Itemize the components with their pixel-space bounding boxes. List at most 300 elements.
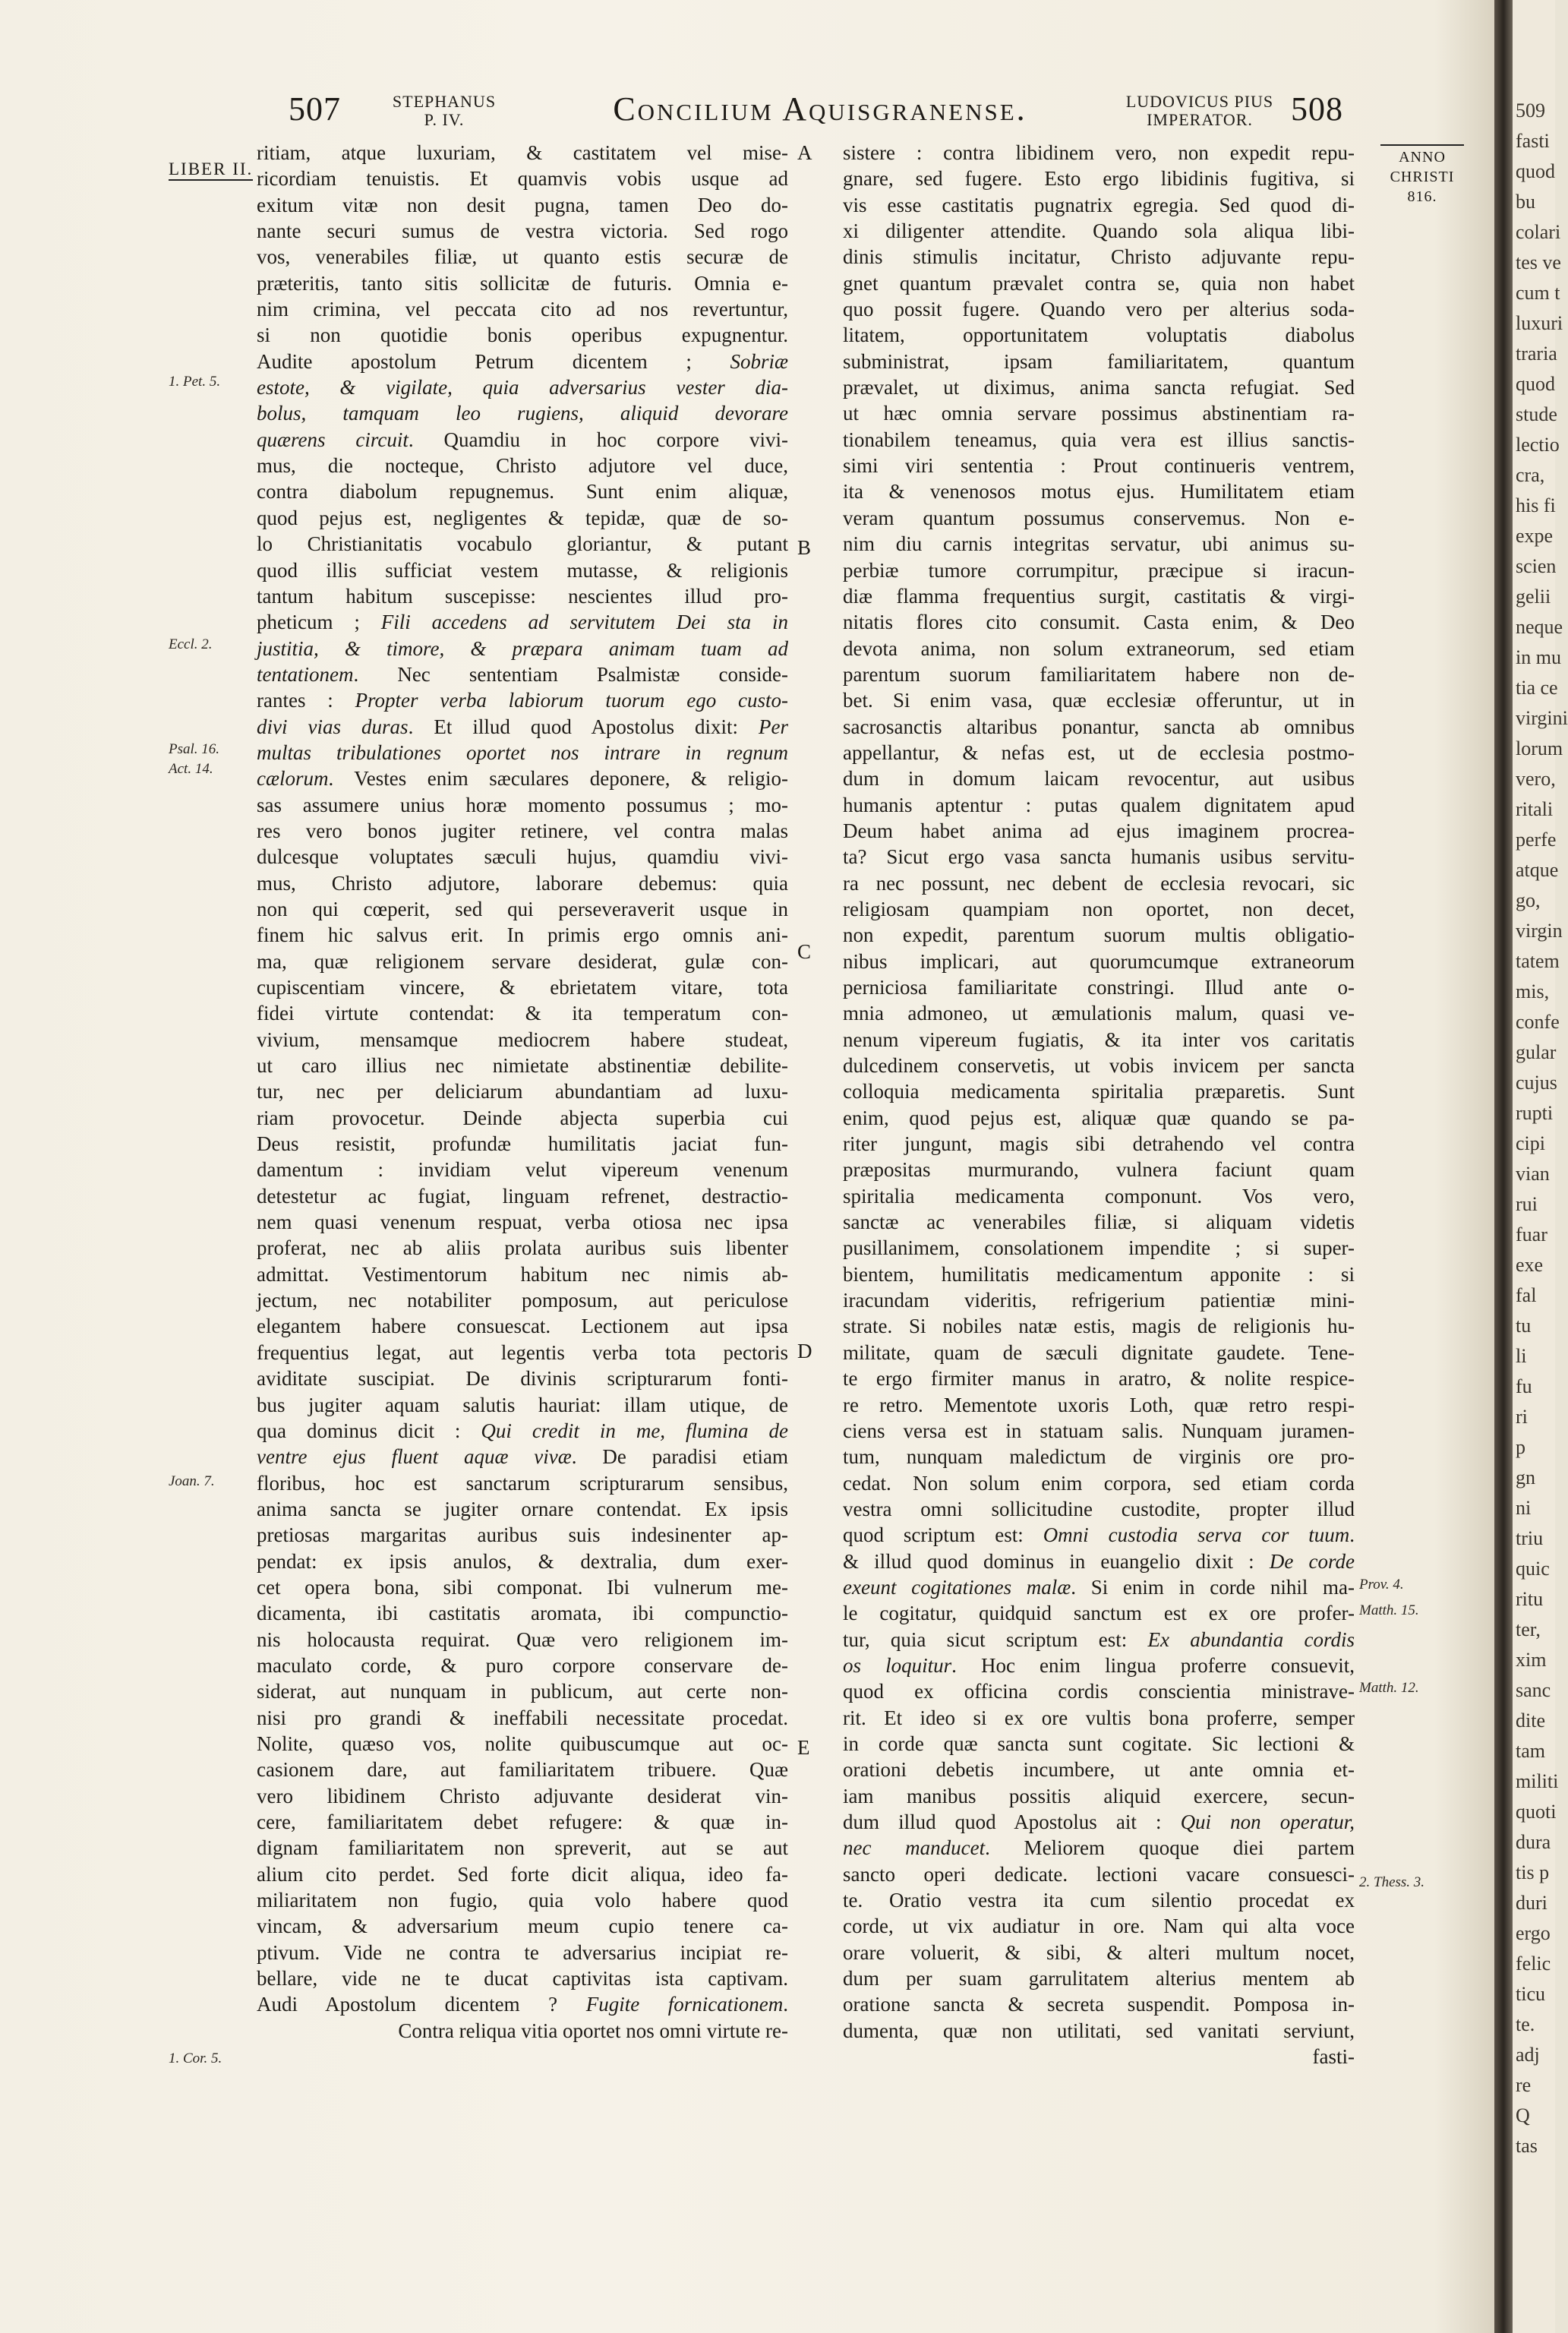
text-line xyxy=(843,1183,1355,1209)
text-line xyxy=(257,374,788,400)
text-run: humanis aptentur : putas qualem dignitatem apud xyxy=(843,793,1355,816)
facing-page-fragment: quod xyxy=(1516,373,1555,395)
text-run: exitum vitæ non desit pugna, tamen Deo do- xyxy=(257,193,788,216)
text-run: bellare, vide ne te ducat captivitas ista captivam. xyxy=(257,1967,788,1990)
margin-note: Eccl. 2. xyxy=(169,636,213,652)
text-run: pusillanimem, consolationem impendite ; si super- xyxy=(843,1236,1355,1260)
scripture-quote: quærens circuit xyxy=(257,428,409,451)
text-line xyxy=(843,1835,1355,1861)
text-run: in corde quæ sancta sunt cogitate. Sic lectioni & xyxy=(843,1732,1355,1755)
facing-page-fragment: ni xyxy=(1516,1497,1532,1519)
text-line xyxy=(843,609,1355,635)
text-line xyxy=(843,322,1355,348)
text-line xyxy=(257,1678,788,1704)
text-run: tur, quia sicut scriptum est: xyxy=(843,1627,1148,1651)
text-run: religiosam quampiam non oportet, non decet, xyxy=(843,897,1355,920)
text-line xyxy=(257,1470,788,1496)
text-run: nitatis flores cito consumit. Casta enim, & Deo xyxy=(843,611,1355,634)
text-run: . Meliorem quoque diei partem xyxy=(985,1836,1355,1860)
text-run: ita & venenosos motus ejus. Humilitatem etiam xyxy=(843,480,1355,504)
text-line xyxy=(843,1600,1355,1626)
facing-page-fragment: exe xyxy=(1516,1254,1544,1276)
text-run: tum, nunquam maledictum de virginis ore pro- xyxy=(843,1445,1355,1469)
text-run: quod illis sufficiat vestem mutasse, & religionis xyxy=(257,558,788,582)
text-run: dulcesque voluptates sæculi hujus, quamdiu vivi- xyxy=(257,845,788,869)
text-run: te. Oratio vestra ita cum silentio procedat ex xyxy=(843,1889,1355,1912)
text-line xyxy=(843,1861,1355,1887)
running-head-line: IMPERATOR. xyxy=(1147,110,1253,129)
text-run: veram quantum possumus conservemus. Non e- xyxy=(843,506,1355,529)
text-run: dum in domum laicam revocentur, aut usibus xyxy=(843,767,1355,791)
facing-page-fragment: tas xyxy=(1516,2135,1538,2157)
text-line xyxy=(257,349,788,374)
text-line xyxy=(843,583,1355,609)
facing-page-fragment: adj xyxy=(1516,2044,1540,2066)
facing-page-fragment: ergo xyxy=(1516,1922,1551,1944)
text-run: bet. Si enim vasa, quæ ecclesiæ offeruntur, ut in xyxy=(843,689,1355,712)
text-run: tantum habitum suscepisse: nescientes illud pro- xyxy=(257,584,788,608)
facing-page-fragment: sanc xyxy=(1516,1679,1551,1701)
text-line xyxy=(843,166,1355,191)
facing-page-fragment: duri xyxy=(1516,1892,1547,1914)
facing-page-fragment: tes ve xyxy=(1516,251,1561,273)
scripture-quote: Fugite fornicationem xyxy=(585,1993,784,2016)
text-line xyxy=(843,1705,1355,1731)
text-line xyxy=(843,453,1355,478)
text-run: Audi Apostolum dicentem ? xyxy=(257,1993,586,2016)
facing-page-fragment: mis, xyxy=(1516,980,1550,1002)
text-line xyxy=(257,636,788,661)
facing-page-fragment: gn xyxy=(1516,1466,1535,1489)
text-run: lo Christianitatis vocabulo gloriantur, & putant xyxy=(257,532,788,556)
text-line xyxy=(257,1183,788,1209)
facing-page-fragment: vian xyxy=(1516,1163,1550,1185)
text-run: contra diabolum repugnemus. Sunt enim aliquæ, xyxy=(257,480,788,504)
text-run: perbiæ tumore corrumpitur, præcipue si iracun- xyxy=(843,558,1355,582)
text-line xyxy=(843,1653,1355,1678)
text-line xyxy=(257,557,788,583)
facing-page-fragment: fuar xyxy=(1516,1223,1547,1245)
facing-page-fragment: quoti xyxy=(1516,1801,1557,1823)
facing-page-fragment: neque xyxy=(1516,616,1563,638)
facing-page-fragment: dura xyxy=(1516,1831,1551,1853)
text-line xyxy=(257,661,788,687)
text-run: mus, die nocteque, Christo adjutore vel duce, xyxy=(257,454,788,478)
facing-page-fragment: p xyxy=(1516,1436,1525,1458)
text-run: . Hoc enim lingua proferre consuevit, xyxy=(951,1653,1355,1677)
text-line xyxy=(843,1678,1355,1704)
anno-christi-block xyxy=(1373,143,1472,207)
margin-note: 1. Cor. 5. xyxy=(169,2050,222,2066)
text-run: simi viri sententia : Prout continueris ventrem, xyxy=(843,454,1355,478)
text-run: sacrosanctis altaribus ponantur, sancta ab omnibus xyxy=(843,715,1355,738)
margin-note: Psal. 16. xyxy=(169,741,220,757)
text-run: siderat, aut nunquam in publicum, aut certe non- xyxy=(257,1680,788,1703)
facing-page-fragment: tu xyxy=(1516,1315,1532,1337)
text-line xyxy=(843,1809,1355,1835)
text-line xyxy=(843,1913,1355,1939)
scripture-quote: multas tribulationes oportet nos intrare in regnum xyxy=(257,740,788,764)
text-run: vincam, & adversarium meum cupio tenere ca- xyxy=(257,1915,788,1938)
scripture-quote: estote, & vigilate, quia adversarius vester dia- xyxy=(257,376,788,399)
page-title: Concilium Aquisgranense. xyxy=(613,90,1027,128)
text-line xyxy=(843,478,1355,504)
text-line xyxy=(843,922,1355,948)
text-line xyxy=(257,974,788,1000)
facing-page-fragment: tia ce xyxy=(1516,677,1558,699)
section-letter: C xyxy=(797,940,812,963)
text-line xyxy=(257,1522,788,1548)
scripture-quote: nec manducet xyxy=(843,1836,986,1860)
text-run: . Quamdiu in hoc corpore vivi- xyxy=(408,428,788,451)
facing-page-fragment: lectio xyxy=(1516,434,1560,456)
scripture-quote: bolus, tamquam leo rugiens, aliquid devorare xyxy=(257,402,788,425)
text-run: diæ flamma frequentius surgit, castitatis & virgi- xyxy=(843,584,1355,608)
text-line xyxy=(843,1940,1355,1965)
liber-label: LIBER II. xyxy=(169,159,253,181)
text-run: ta? Sicut ergo vasa sancta humanis usibus servitu- xyxy=(843,845,1355,869)
facing-page-fragment: tis p xyxy=(1516,1861,1550,1883)
text-line xyxy=(843,218,1355,244)
facing-page-fragment: virgini xyxy=(1516,707,1568,729)
text-line xyxy=(843,1131,1355,1157)
text-run: bientem, humilitatis medicamentum apponite : si xyxy=(843,1262,1355,1286)
text-run: prævalet, ut diximus, anima sancta refugiat. Sed xyxy=(843,376,1355,399)
scripture-quote: Qui non operatur, xyxy=(1180,1811,1355,1833)
text-run: parentum suorum familiaritatem habere non de- xyxy=(843,662,1355,686)
text-line xyxy=(257,1365,788,1391)
text-run: aviditate suscipiat. De divinis scripturarum fonti- xyxy=(257,1367,788,1391)
text-run: floribus, hoc est sanctarum scripturarum sensibus, xyxy=(257,1471,788,1495)
text-run: nis holocausta requirat. Quæ vero religionem im- xyxy=(257,1627,788,1651)
text-line xyxy=(257,1418,788,1444)
scripture-quote: Ex abundantia cordis xyxy=(1147,1627,1355,1651)
text-run: . De paradisi etiam xyxy=(571,1445,788,1469)
text-run: sistere : contra libidinem vero, non expedit repu- xyxy=(843,141,1355,164)
text-run: oratione sancta & secreta suspendit. Pomposa in- xyxy=(843,1993,1355,2016)
text-run: casionem dare, aut familiaritatem tribuere. Quæ xyxy=(257,1758,788,1782)
text-line xyxy=(257,166,788,191)
text-line xyxy=(257,1261,788,1287)
facing-page-fragment: fasti xyxy=(1516,130,1550,152)
text-run: sancto operi dedicate. lectioni vacare consuesci- xyxy=(843,1862,1355,1886)
text-line xyxy=(843,1078,1355,1104)
text-line xyxy=(257,1131,788,1157)
text-run: pheticum ; xyxy=(257,611,381,634)
text-run: proferat, nec ab aliis prolata auribus suis libenter xyxy=(257,1236,788,1260)
text-line xyxy=(257,1835,788,1861)
text-run: te ergo firmiter manus in aratro, & nolite respice- xyxy=(843,1367,1355,1391)
text-line xyxy=(843,792,1355,818)
text-line xyxy=(257,1627,788,1653)
text-line xyxy=(843,531,1355,557)
left-running-head xyxy=(387,93,501,129)
scripture-quote: Propter verba labiorum tuorum ego custo- xyxy=(355,689,788,712)
facing-page-fragment: tatem xyxy=(1516,950,1560,972)
text-run: perniciosa familiaritate constringi. Illud ante o- xyxy=(843,976,1355,999)
text-run: nibus implicari, aut quorumcumque extraneorum xyxy=(843,949,1355,973)
facing-page-fragment: quic xyxy=(1516,1558,1550,1580)
facing-page-fragment: xim xyxy=(1516,1649,1547,1671)
text-run: mnia admoneo, ut æmulationis malum, quasi ve- xyxy=(843,1002,1355,1025)
text-line xyxy=(843,1470,1355,1496)
text-run: riter jungunt, magis sibi detrahendo vel contra xyxy=(843,1132,1355,1156)
text-line xyxy=(843,1105,1355,1131)
anno-year: 816. xyxy=(1407,188,1437,205)
text-line xyxy=(257,1027,788,1053)
section-letter: D xyxy=(797,1340,812,1362)
text-line xyxy=(843,1000,1355,1026)
text-line xyxy=(257,296,788,322)
text-line xyxy=(843,1548,1355,1574)
text-line xyxy=(257,766,788,791)
text-run: Nolite, quæso vos, nolite quibuscumque aut oc- xyxy=(257,1732,788,1755)
text-line xyxy=(257,870,788,896)
scripture-quote: ventre ejus fluent aquæ vivæ xyxy=(257,1445,572,1469)
text-run: cedat. Non solum enim corpora, sed etiam corda xyxy=(843,1471,1355,1495)
scripture-quote: cælorum xyxy=(257,767,329,791)
text-run: quod ex officina cordis conscientia ministrave- xyxy=(843,1680,1355,1703)
text-line xyxy=(843,1340,1355,1365)
text-run: cupiscentiam vincere, & ebrietatem vitare, tota xyxy=(257,976,788,999)
text-run: non expedit, parentum suorum multis obligatio- xyxy=(843,923,1355,947)
text-run: sanctæ ac venerabiles filiæ, si aliquam videtis xyxy=(843,1211,1355,1234)
text-line xyxy=(843,140,1355,166)
text-line xyxy=(843,949,1355,974)
facing-page-fragment: fu xyxy=(1516,1375,1532,1397)
text-line xyxy=(843,557,1355,583)
text-run: re retro. Mementote uxoris Loth, quæ retro respi- xyxy=(843,1393,1355,1416)
margin-note: Prov. 4. xyxy=(1359,1577,1404,1593)
text-line xyxy=(257,453,788,478)
facing-page-fragment: gelii xyxy=(1516,586,1551,608)
right-text-column xyxy=(843,140,1355,2069)
right-running-head xyxy=(1116,93,1283,129)
facing-page-fragment: in mu xyxy=(1516,646,1561,668)
facing-page-fragment: ter, xyxy=(1516,1618,1541,1640)
facing-page-fragment: stude xyxy=(1516,403,1557,425)
text-run: xi diligenter attendite. Quando sola aliqua libi- xyxy=(843,219,1355,243)
text-line xyxy=(843,1757,1355,1782)
facing-page-fragment: ritu xyxy=(1516,1588,1544,1610)
text-run: dum illud quod Apostolus ait : xyxy=(843,1811,1181,1833)
margin-note: Act. 14. xyxy=(169,761,213,777)
text-run: non qui cœperit, sed qui perseveraverit usque in xyxy=(257,897,788,920)
facing-page-fragment: his fi xyxy=(1516,494,1556,516)
text-run: orationi debetis incumbere, ut ante omnia et- xyxy=(843,1758,1355,1782)
text-run: res vero bonos jugiter retinere, vel contra malas xyxy=(257,819,788,842)
text-line xyxy=(843,1522,1355,1548)
scripture-quote: Sobriæ xyxy=(730,349,788,373)
text-line xyxy=(257,1053,788,1078)
text-run: quod scriptum est: xyxy=(843,1523,1043,1547)
text-run: quod pejus est, negligentes & tepidæ, quæ de so- xyxy=(257,506,788,529)
text-line xyxy=(843,1965,1355,1991)
text-line xyxy=(257,1548,788,1574)
section-letter: E xyxy=(797,1736,810,1759)
text-run: strate. Si nobiles natæ estis, magis de religionis hu- xyxy=(843,1315,1355,1338)
text-line xyxy=(843,1287,1355,1313)
anno-label: ANNO xyxy=(1399,149,1446,166)
text-line xyxy=(257,844,788,870)
text-run: . Si enim in corde nihil ma- xyxy=(1071,1575,1355,1599)
text-line xyxy=(843,870,1355,896)
text-run: colloquia medicamenta spiritalia præparetis. Sunt xyxy=(843,1080,1355,1103)
text-line xyxy=(843,505,1355,531)
facing-page-fragment: dite xyxy=(1516,1709,1545,1732)
scripture-quote: divi vias duras xyxy=(257,715,409,738)
text-run: riam provocetur. Deinde abjecta superbia cui xyxy=(257,1106,788,1129)
text-run: dignam familiaritatem non spreverit, aut se aut xyxy=(257,1836,788,1860)
text-run: & illud quod dominus in euangelio dixit : xyxy=(843,1549,1270,1573)
facing-page-fragment: cipi xyxy=(1516,1132,1545,1154)
text-line xyxy=(257,192,788,218)
facing-page-fragment: quod xyxy=(1516,160,1555,182)
scripture-quote: tentationem xyxy=(257,662,354,686)
text-line xyxy=(257,1105,788,1131)
right-page-number: 508 xyxy=(1291,90,1343,128)
text-line xyxy=(257,583,788,609)
text-line xyxy=(257,505,788,531)
text-line xyxy=(257,1757,788,1782)
scripture-quote: Qui credit in me, flumina de xyxy=(481,1419,788,1442)
facing-page-fragment: expe xyxy=(1516,525,1554,547)
text-line xyxy=(843,1235,1355,1261)
text-line xyxy=(257,1444,788,1470)
text-run: ciens versa est in statuam salis. Nunquam juramen- xyxy=(843,1419,1355,1442)
facing-page-fragment: colari xyxy=(1516,221,1561,243)
margin-note: Matth. 15. xyxy=(1359,1602,1419,1618)
text-line xyxy=(843,974,1355,1000)
text-run: nem quasi venenum respuat, verba otiosa nec ipsa xyxy=(257,1211,788,1234)
christi-label: CHRISTI xyxy=(1390,169,1455,185)
text-run: . xyxy=(1349,1523,1355,1547)
text-run: militate, quam de sæculi dignitate gaudete. Tene- xyxy=(843,1340,1355,1364)
text-line xyxy=(843,844,1355,870)
text-line xyxy=(257,1861,788,1887)
text-line xyxy=(257,400,788,426)
scripture-quote: Per xyxy=(759,715,789,738)
text-run: . Nec sententiam Psalmistæ conside- xyxy=(353,662,788,686)
facing-page-fragment: bu xyxy=(1516,191,1535,213)
text-line xyxy=(257,1000,788,1026)
text-run: vis esse castitatis pugnatrix egregia. Sed quod di- xyxy=(843,193,1355,216)
text-line xyxy=(843,1365,1355,1391)
text-run: admittat. Vestimentorum habitum nec nimis ab- xyxy=(257,1262,788,1286)
facing-page-fragment: 509 xyxy=(1516,99,1545,122)
text-line xyxy=(257,1887,788,1913)
margin-note: Joan. 7. xyxy=(169,1473,215,1489)
margin-note: 1. Pet. 5. xyxy=(169,374,221,390)
text-line xyxy=(843,1418,1355,1444)
running-head-line: LUDOVICUS PIUS xyxy=(1125,92,1274,111)
text-run: cere, familiaritatem debet refugere: & quæ in- xyxy=(257,1811,788,1833)
facing-page-fragment: li xyxy=(1516,1345,1527,1367)
text-run: nante securi sumus de vestra victoria. Sed rogo xyxy=(257,219,788,243)
text-line xyxy=(843,1991,1355,2017)
text-run: vestra omni sollicitudine custodite, propter illud xyxy=(843,1497,1355,1520)
text-run: ritiam, atque luxuriam, & castitatem vel mise- xyxy=(257,141,788,164)
text-line xyxy=(257,1600,788,1626)
text-line xyxy=(843,896,1355,922)
left-page-number: 507 xyxy=(289,90,341,128)
facing-page-fragment: lorum xyxy=(1516,737,1563,759)
text-run: tur, nec per deliciarum abundantiam ad luxu- xyxy=(257,1080,788,1103)
text-run: nim crimina, vel peccata cito ad nos revertuntur, xyxy=(257,298,788,321)
text-line xyxy=(843,661,1355,687)
scripture-quote: justitia, & timore, & præpara animam tuam ad xyxy=(257,636,788,660)
text-line xyxy=(257,1340,788,1365)
text-run: vos, venerabiles filiæ, ut quanto estis securæ de xyxy=(257,245,788,269)
scripture-quote: Omni custodia serva cor tuum xyxy=(1043,1523,1350,1547)
text-line xyxy=(843,1261,1355,1287)
text-run: sas assumere unius horæ momento possumus ; mo- xyxy=(257,793,788,816)
text-run: præpositas murmurando, vulnera faciunt quam xyxy=(843,1158,1355,1182)
facing-page-fragment: cujus xyxy=(1516,1072,1557,1094)
text-line xyxy=(843,714,1355,740)
text-line xyxy=(257,949,788,974)
facing-page-fragment: triu xyxy=(1516,1527,1544,1549)
text-line xyxy=(257,1392,788,1418)
text-line xyxy=(843,400,1355,426)
facing-page-fragment: scien xyxy=(1516,555,1557,577)
text-line xyxy=(843,427,1355,453)
text-run: . Et illud quod Apostolus dixit: xyxy=(408,715,759,738)
text-run: ut hæc omnia servare possimus abstinentiam ra- xyxy=(843,402,1355,425)
text-line xyxy=(257,609,788,635)
text-line xyxy=(257,1157,788,1182)
text-line xyxy=(843,818,1355,844)
text-run: . xyxy=(783,1993,788,2016)
text-run: quo possit fugere. Quando vero per alterius soda- xyxy=(843,298,1355,321)
facing-page-fragment: virgin xyxy=(1516,920,1563,942)
text-run: spiritalia medicamenta componunt. Vos vero, xyxy=(843,1184,1355,1208)
facing-page-fragment: cum t xyxy=(1516,282,1560,304)
facing-page-fragment: rui xyxy=(1516,1193,1538,1215)
text-line xyxy=(257,1783,788,1809)
text-line xyxy=(257,1496,788,1522)
margin-note: 2. Thess. 3. xyxy=(1359,1874,1425,1890)
text-line xyxy=(843,1574,1355,1600)
text-line xyxy=(257,1235,788,1261)
text-run: ptivum. Vide ne contra te adversarius incipiat re- xyxy=(257,1940,788,1964)
running-head-line: P. IV. xyxy=(424,110,465,129)
text-line xyxy=(843,1731,1355,1757)
text-line xyxy=(843,1053,1355,1078)
text-run: Contra reliqua vitia oportet nos omni virtute re- xyxy=(398,2019,788,2042)
text-run: appellantur, & nefas est, ut de ecclesia postmo- xyxy=(843,740,1355,764)
scripture-quote: De corde xyxy=(1269,1549,1355,1573)
text-run: enim, quod pejus est, aliquæ quæ quando se pa- xyxy=(843,1106,1355,1129)
facing-page-fragment: traria xyxy=(1516,343,1557,365)
text-run: finem hic salvus erit. In primis ergo omnis ani- xyxy=(257,923,788,947)
facing-page-fragment: gular xyxy=(1516,1041,1557,1063)
text-line xyxy=(257,818,788,844)
text-line xyxy=(257,1287,788,1313)
scripture-quote: os loquitur xyxy=(843,1653,952,1677)
text-run: dum per suam garrulitatem alterius mentem ab xyxy=(843,1967,1355,1990)
text-run: orare voluerit, & sibi, & alteri multum nocet, xyxy=(843,1940,1355,1964)
text-line xyxy=(843,349,1355,374)
facing-page-fragment: ritali xyxy=(1516,798,1554,820)
facing-page-fragment: tam xyxy=(1516,1740,1545,1762)
text-run: cet opera bona, sibi componat. Ibi vulnerum me- xyxy=(257,1575,788,1599)
text-run: mus, Christo adjutore, laborare debemus: quia xyxy=(257,871,788,895)
text-run: alium cito perdet. Sed forte dicit aliqua, ideo fa- xyxy=(257,1862,788,1886)
text-line xyxy=(843,1783,1355,1809)
text-run: ra nec possunt, nec debent de ecclesia revocari, sic xyxy=(843,871,1355,895)
text-line xyxy=(257,1209,788,1235)
